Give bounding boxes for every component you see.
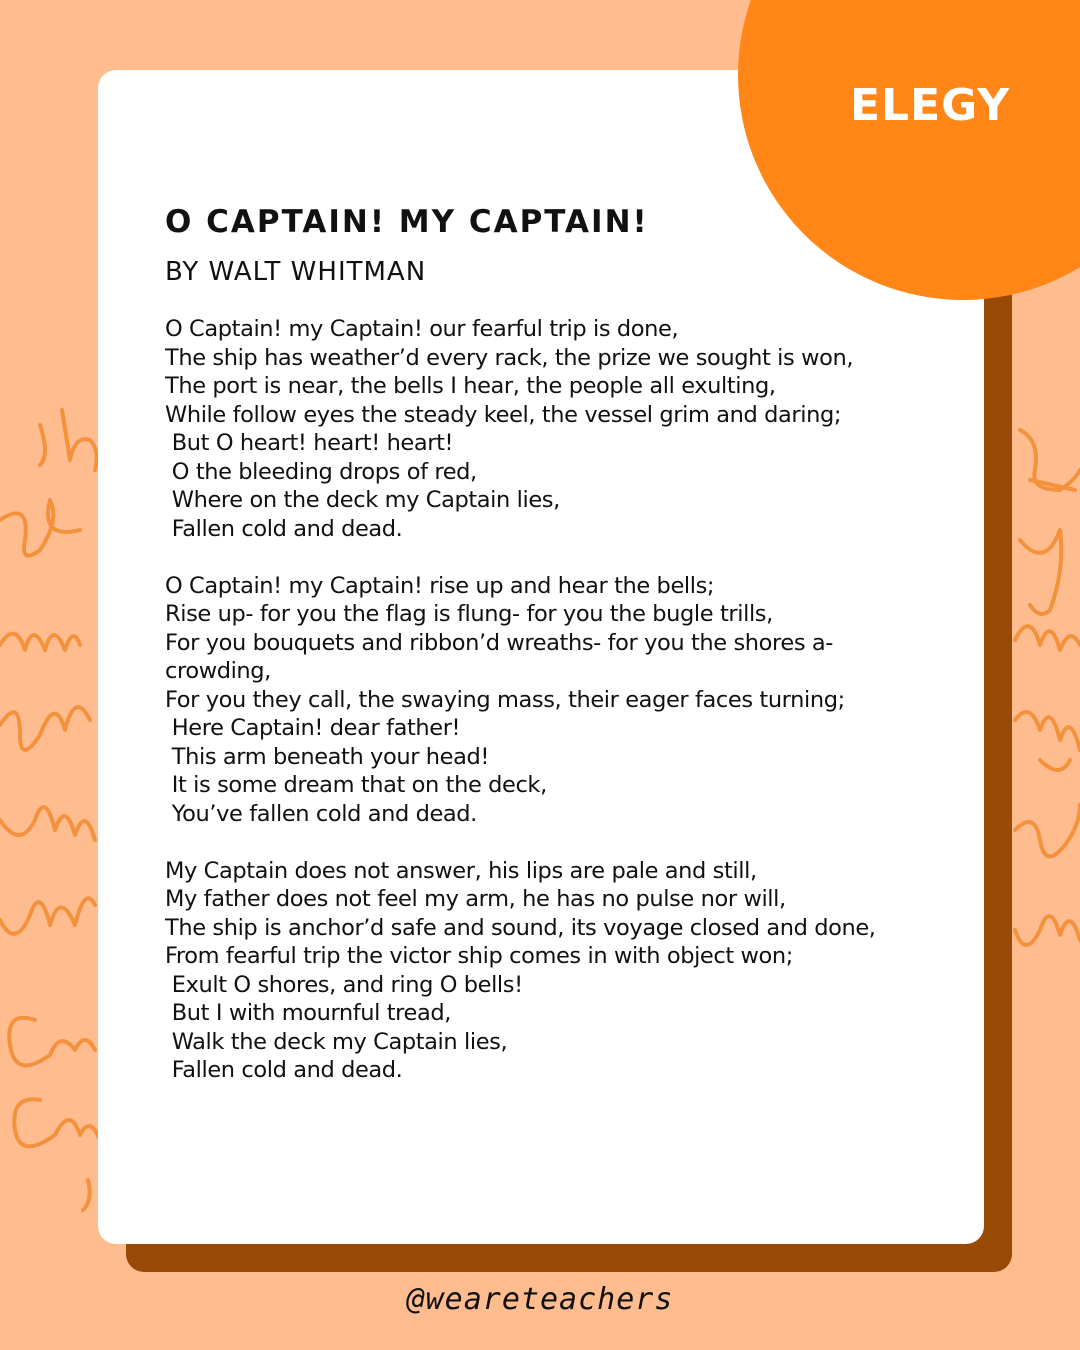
poem-line: Fallen cold and dead. [165,1057,403,1083]
poem-line: Walk the deck my Captain lies, [165,1028,508,1055]
poem-line: Here Captain! dear father! [165,715,461,741]
poem-line: From fearful trip the victor ship comes in with object won; [165,943,793,969]
poem-line: Rise up- for you the flag is flung- for you the bugle trills, [165,601,773,627]
poem-line: For you bouquets and ribbon’d wreaths- for you the shores a-crowding, [165,629,834,684]
poem-line: This arm beneath your head! [165,743,489,770]
poem-body [165,315,925,1113]
poem-title: O CAPTAIN! MY CAPTAIN! [165,204,649,240]
poem-line: You’ve fallen cold and dead. [165,800,477,827]
stanza-3 [165,857,925,1085]
poem-line: O Captain! my Captain! rise up and hear the bells; [165,572,715,599]
poem-line: My Captain does not answer, his lips are pale and still, [165,857,757,884]
poem-line: Exult O shores, and ring O bells! [165,971,523,998]
poem-line: The ship has weather’d every rack, the prize we sought is won, [165,344,854,371]
poem-line: The port is near, the bells I hear, the people all exulting, [165,373,776,399]
poem-line: The ship is anchor’d safe and sound, its voyage closed and done, [165,914,876,941]
stanza-1 [165,315,925,543]
poem-line: But I with mournful tread, [165,1000,451,1026]
poem-line: Where on the deck my Captain lies, [165,487,560,513]
social-handle: @weareteachers [406,1282,674,1317]
poem-line: My father does not feel my arm, he has no pulse nor will, [165,886,786,912]
poem-line: O Captain! my Captain! our fearful trip is done, [165,316,679,342]
poem-line: While follow eyes the steady keel, the vessel grim and daring; [165,401,842,428]
poem-line: O the bleeding drops of red, [165,458,477,485]
stanza-2 [165,572,925,829]
poem-line: Fallen cold and dead. [165,515,403,542]
poem-line: It is some dream that on the deck, [165,772,547,798]
poem-author: BY WALT WHITMAN [165,257,427,287]
poem-line: But O heart! heart! heart! [165,430,454,456]
category-label: ELEGY [850,80,1011,131]
poem-line: For you they call, the swaying mass, their eager faces turning; [165,686,845,713]
